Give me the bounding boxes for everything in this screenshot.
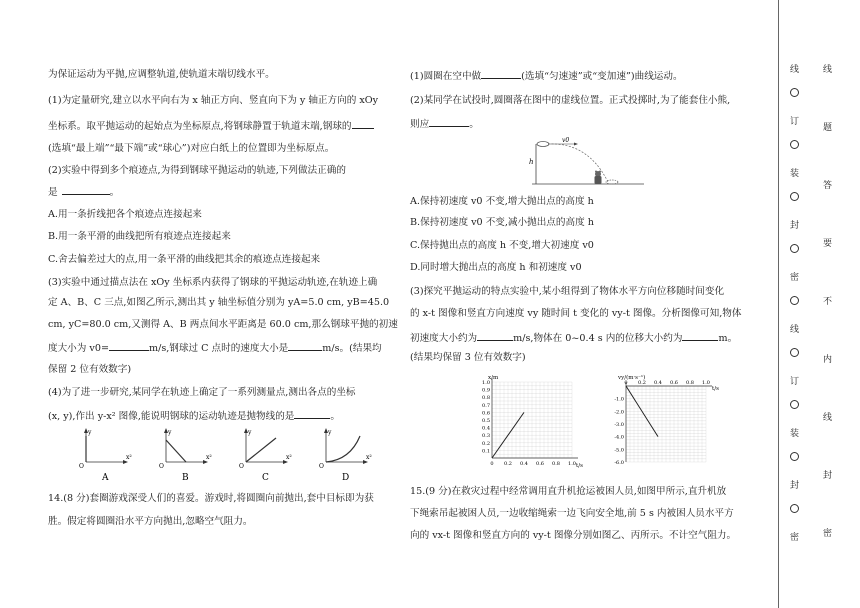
y-tick-label: -4.0	[614, 434, 624, 441]
option-label: C	[262, 473, 269, 482]
option-d: D.同时增大抛出点的高度 h 和初速度 v0	[410, 262, 582, 273]
answer-blank[interactable]	[62, 185, 110, 195]
x-tick-label: 0.2	[638, 380, 646, 386]
x-tick-label: 1.0	[568, 461, 576, 467]
chart-y-label: x/m	[488, 375, 499, 381]
binding-hole-icon	[790, 348, 799, 357]
graph-origin: O	[159, 463, 164, 470]
answer-blank[interactable]	[481, 69, 521, 79]
x-tick-label: 0.8	[552, 461, 560, 467]
graph-y-label: y	[88, 429, 92, 436]
question-14-cont: 胜。假定将圆圈沿水平方向抛出,忽略空气阻力。	[48, 516, 253, 527]
answer-blank[interactable]	[477, 331, 513, 341]
seal-char: 内	[823, 355, 833, 365]
answer-blank[interactable]	[682, 331, 718, 341]
text-line: 是 。	[48, 187, 120, 198]
graph-origin: O	[319, 463, 324, 470]
binding-line	[778, 0, 779, 608]
graph-x-label: x²	[366, 454, 372, 461]
seal-char: 要	[823, 239, 833, 249]
question-15-cont: 下绳索吊起被困人员,一边收缩绳索一边飞向安全地,前 5 s 内被困人员水平方	[410, 508, 734, 519]
x-tick-label: 1.0	[702, 380, 710, 386]
text-line: cm, yC=80.0 cm,又测得 A、B 两点间水平距离是 60.0 cm,那么钢球平抛的初速	[48, 319, 398, 330]
binding-hole-icon	[790, 244, 799, 253]
y-tick-label: 0.2	[482, 440, 490, 447]
seal-char: 密	[790, 273, 800, 283]
chart-x-label: t/s	[576, 463, 583, 469]
answer-blank[interactable]	[294, 409, 330, 419]
seal-char: 装	[790, 169, 800, 179]
graph-y-label: y	[328, 429, 332, 436]
seal-char: 线	[823, 413, 833, 423]
graph-x-label: x²	[126, 454, 132, 461]
text-line: 保留 2 位有效数字)	[48, 364, 132, 375]
text-line: 度大小为 v0= m/s,钢球过 C 点时的速度大小是 m/s。(结果均	[48, 343, 382, 354]
binding-hole-icon	[790, 400, 799, 409]
answer-blank[interactable]	[288, 341, 322, 351]
text-line: (4)为了进一步研究,某同学在轨迹上确定了一系列测量点,测出各点的坐标	[48, 387, 356, 398]
y-tick-label: 0.3	[482, 433, 490, 440]
seal-char: 封	[790, 481, 800, 491]
y-tick-label: 0.1	[482, 448, 490, 455]
ring-toss-figure	[528, 134, 648, 188]
seal-char: 密	[823, 529, 833, 539]
option-label: A	[102, 473, 109, 482]
velocity-label: v0	[562, 137, 570, 144]
binding-hole-icon	[790, 452, 799, 461]
bear-icon	[595, 171, 602, 185]
question-15: 15.(9 分)在救灾过程中经常调用直升机抢运被困人员,如图甲所示,直升机放	[410, 486, 727, 497]
x-t-chart	[468, 372, 588, 470]
option-a: A.保持初速度 v0 不变,增大抛出点的高度 h	[410, 196, 594, 207]
x-tick-label: 0.6	[536, 461, 544, 467]
graph-y-label: y	[248, 429, 252, 436]
option-b: B.用一条平滑的曲线把所有痕迹点连接起来	[48, 231, 231, 242]
text-line: 为保证运动为平抛,应调整轨道,使轨道末端切线水平。	[48, 69, 275, 80]
text-line: (1)圆圈在空中做 (选填“匀速速”或“变加速”)曲线运动。	[410, 71, 683, 82]
graph-x-label: x²	[206, 454, 212, 461]
seal-char: 订	[790, 377, 800, 387]
question-14: 14.(8 分)套圈游戏深受人们的喜爱。游戏时,将圆圈向前抛出,套中目标即为获	[48, 493, 374, 504]
seal-char: 封	[790, 221, 800, 231]
seal-char: 封	[823, 471, 833, 481]
seal-char: 密	[790, 533, 800, 543]
seal-char: 装	[790, 429, 800, 439]
vy-t-chart	[602, 372, 722, 470]
x-tick-label: 0	[624, 380, 628, 386]
y-tick-label: 1.0	[482, 380, 490, 386]
seal-char: 线	[790, 325, 800, 335]
text-line: 坐标系。取平抛运动的起始点为坐标原点,将钢球静置于轨道末端,钢球的	[48, 119, 374, 133]
y-tick-label: -1.0	[614, 396, 624, 403]
y-tick-label: -5.0	[614, 447, 624, 454]
binding-hole-icon	[790, 504, 799, 513]
y-tick-label: 0.5	[482, 418, 490, 424]
binding-hole-icon	[790, 192, 799, 201]
x-tick-label: 0.2	[504, 461, 512, 467]
option-label: B	[182, 473, 189, 482]
text-line: 定 A、B、C 三点,如图乙所示,测出其 y 轴坐标值分别为 yA=5.0 cm, yB=45.0	[48, 297, 390, 308]
graph-d	[319, 428, 372, 482]
text-line: (2)实验中得到多个痕迹点,为得到钢球平抛运动的轨迹,下列做法正确的	[48, 165, 346, 176]
option-a: A.用一条折线把各个痕迹点连接起来	[48, 209, 202, 220]
y-tick-label: 0.6	[482, 410, 490, 417]
graph-origin: O	[79, 463, 84, 470]
option-b: B.保持初速度 v0 不变,减小抛出点的高度 h	[410, 217, 594, 228]
binding-hole-icon	[790, 88, 799, 97]
graph-origin: O	[239, 463, 244, 470]
graph-c	[239, 428, 292, 482]
option-c: C.保持抛出点的高度 h 不变,增大初速度 v0	[410, 240, 594, 251]
text-line: (3)探究平抛运动的特点实验中,某小组得到了物体水平方向位移随时间变化	[410, 286, 725, 297]
text-line: (选填“最上端”“最下端”或“球心”)对应白纸上的位置即为坐标原点。	[48, 143, 335, 154]
y-tick-label: 0.8	[482, 395, 490, 402]
option-label: D	[342, 473, 350, 482]
answer-blank[interactable]	[109, 341, 149, 351]
binding-hole-icon	[790, 296, 799, 305]
seal-char: 订	[790, 117, 800, 127]
x-tick-label: 0.4	[520, 461, 528, 467]
text-line: (1)为定量研究,建立以水平向右为 x 轴正方向、竖直向下为 y 轴正方向的 xOy	[48, 95, 379, 106]
text-line: 的 x-t 图像和竖直方向速度 vy 随时间 t 变化的 vy-t 图像。分析图像可知,物体	[410, 308, 742, 319]
seal-char: 题	[823, 123, 833, 133]
seal-char: 线	[823, 65, 833, 75]
seal-char: 线	[790, 65, 800, 75]
y-tick-label: -6.0	[614, 460, 624, 466]
graph-y-label: y	[168, 429, 172, 436]
x-tick-label: 0.6	[670, 380, 678, 386]
option-c: C.舍去偏差过大的点,用一条平滑的曲线把其余的痕迹点连接起来	[48, 254, 321, 265]
answer-blank[interactable]	[429, 117, 469, 127]
graph-a	[79, 428, 132, 482]
text-line: 则应 。	[410, 119, 479, 130]
answer-blank[interactable]	[352, 119, 374, 129]
y-tick-label: -3.0	[614, 422, 624, 428]
graph-x-label: x²	[286, 454, 292, 461]
chart-x-label: t/s	[712, 386, 719, 392]
text-line: (3)实验中通过描点法在 xOy 坐标系内获得了钢球的平抛运动轨迹,在轨迹上确	[48, 277, 378, 288]
seal-char: 答	[823, 181, 833, 191]
chart-y-label: vy/(m·s⁻¹)	[618, 375, 646, 381]
y-tick-label: 0.4	[482, 425, 490, 432]
question-15-cont: 向的 vx-t 图像和竖直方向的 vy-t 图像分别如图乙、丙所示。不计空气阻力。	[410, 530, 737, 541]
ring-icon	[537, 142, 549, 147]
option-graphs	[70, 426, 390, 482]
seal-char: 不	[823, 297, 833, 307]
x-tick-label: 0	[490, 461, 494, 467]
x-tick-label: 0.4	[654, 380, 662, 386]
x-tick-label: 0.8	[686, 380, 694, 386]
graph-b	[159, 428, 212, 482]
height-label: h	[529, 158, 534, 166]
text-line: (结果均保留 3 位有效数字)	[410, 352, 526, 363]
y-tick-label: -2.0	[614, 409, 624, 416]
binding-hole-icon	[790, 140, 799, 149]
text-line: 初速度大小约为 m/s,物体在 0~0.4 s 内的位移大小约为 m。	[410, 333, 738, 344]
text-line: (x, y),作出 y-x² 图像,能说明钢球的运动轨迹是抛物线的是 。	[48, 411, 340, 422]
text-line: (2)某同学在试投时,圆圈落在图中的虚线位置。正式投掷时,为了能套住小熊,	[410, 95, 731, 106]
y-tick-label: 0.9	[482, 387, 490, 394]
y-tick-label: 0.7	[482, 402, 490, 409]
